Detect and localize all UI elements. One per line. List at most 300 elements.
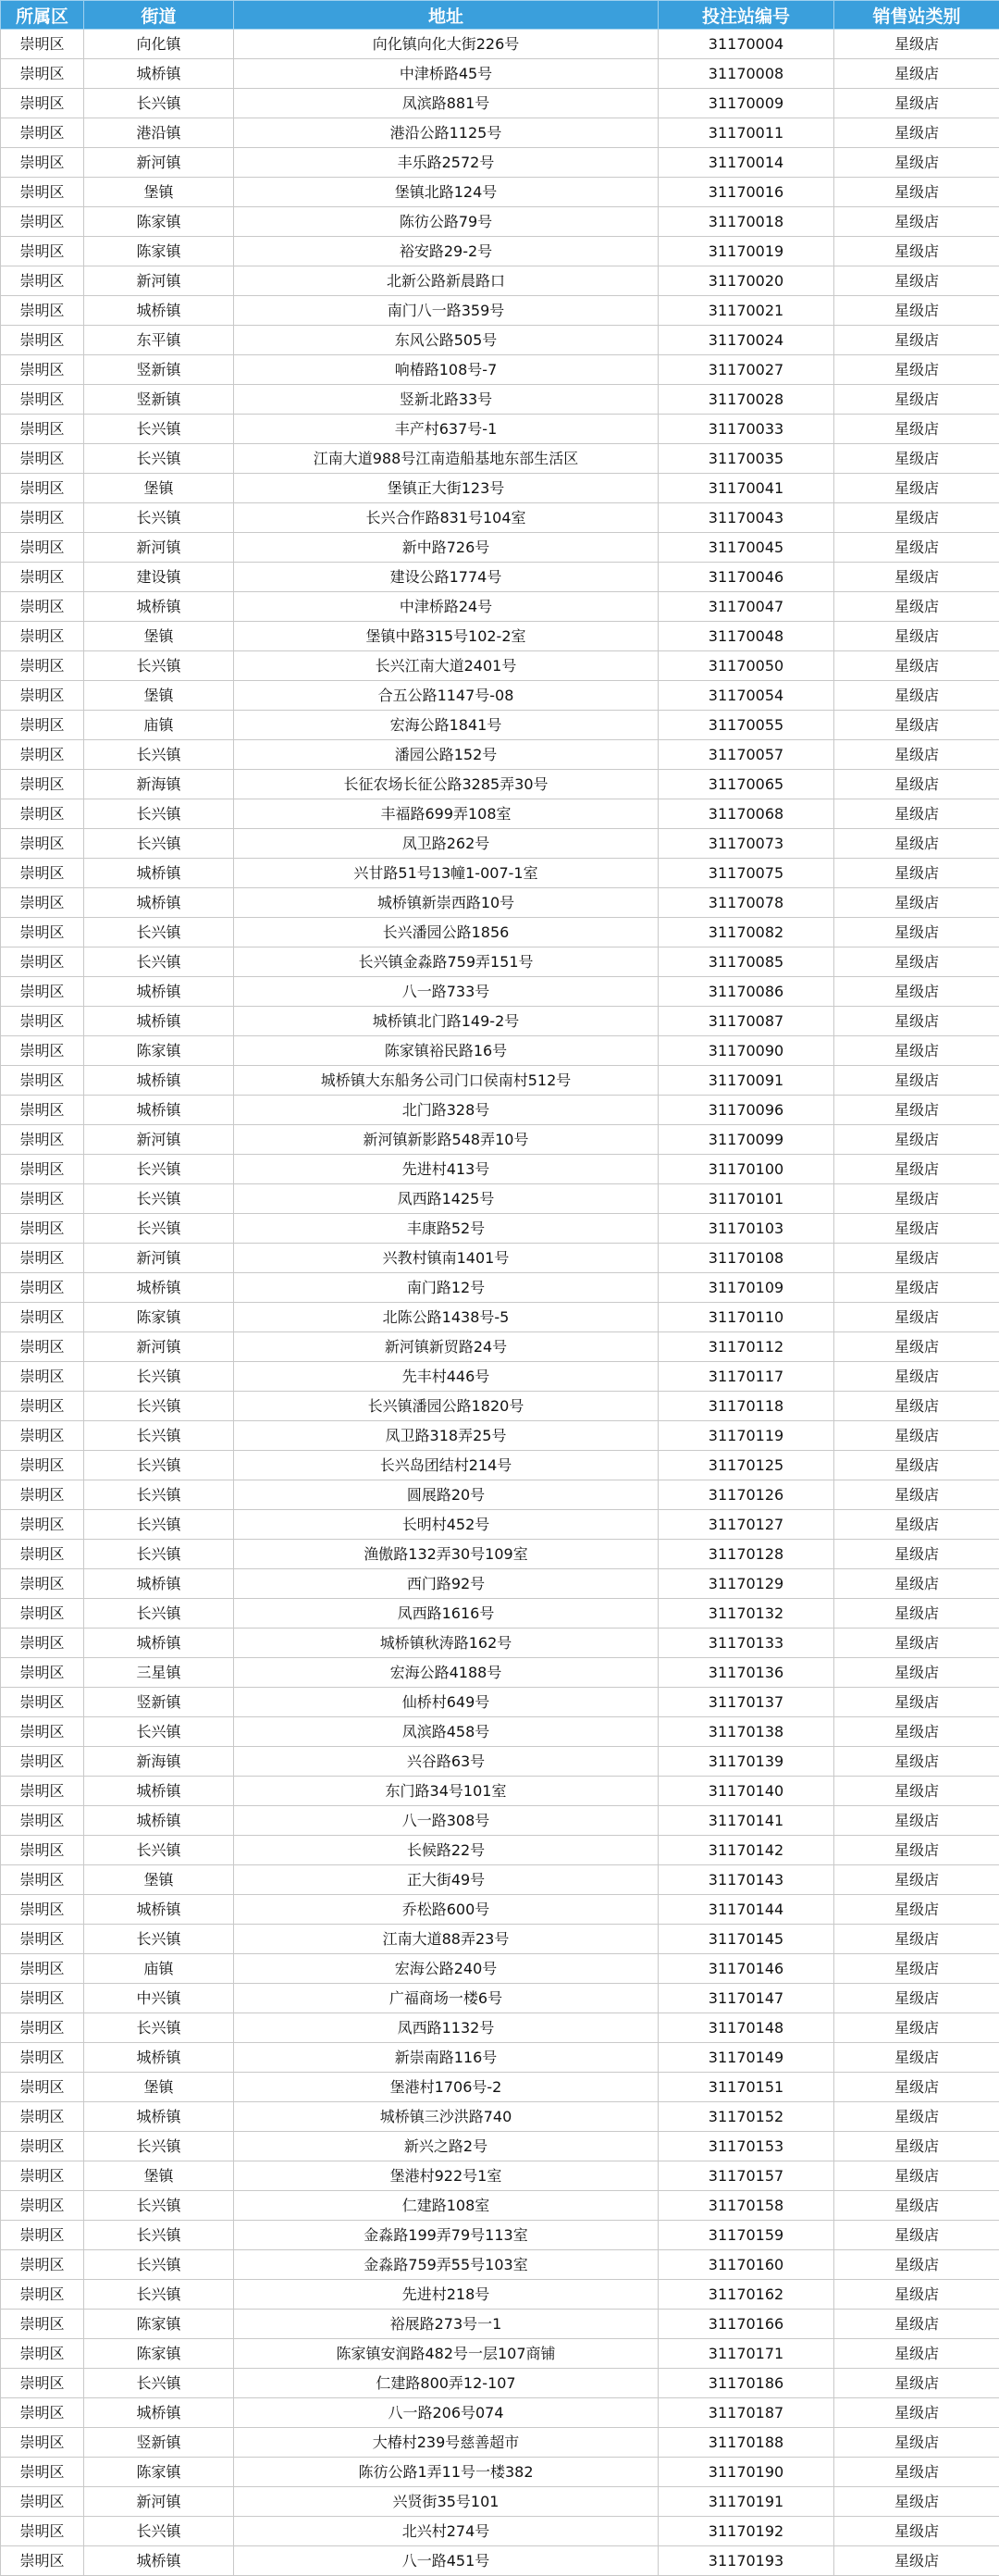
cell-district: 崇明区 [1, 533, 84, 563]
cell-station-type: 星级店 [834, 1688, 999, 1717]
cell-street: 竖新镇 [84, 1688, 234, 1717]
table-row [1, 1510, 999, 1540]
cell-station-type: 星级店 [834, 1273, 999, 1303]
cell-district: 崇明区 [1, 1362, 84, 1392]
cell-address: 大椿村239号慈善超市 [234, 2428, 659, 2458]
cell-district: 崇明区 [1, 415, 84, 444]
cell-district: 崇明区 [1, 2428, 84, 2458]
cell-street: 竖新镇 [84, 385, 234, 415]
cell-street: 长兴镇 [84, 1362, 234, 1392]
cell-street: 长兴镇 [84, 740, 234, 770]
cell-district: 崇明区 [1, 2043, 84, 2073]
cell-station-type: 星级店 [834, 1480, 999, 1510]
table-row [1, 1332, 999, 1362]
table-row [1, 355, 999, 385]
cell-station-type: 星级店 [834, 2132, 999, 2161]
cell-station-id: 31170054 [659, 681, 834, 711]
cell-address: 竖新北路33号 [234, 385, 659, 415]
cell-address: 城桥镇北门路149-2号 [234, 1007, 659, 1036]
cell-station-id: 31170153 [659, 2132, 834, 2161]
cell-station-type: 星级店 [834, 1066, 999, 1096]
cell-street: 长兴镇 [84, 918, 234, 947]
cell-district: 崇明区 [1, 2369, 84, 2398]
cell-station-id: 31170028 [659, 385, 834, 415]
cell-station-type: 星级店 [834, 2339, 999, 2369]
cell-address: 中津桥路24号 [234, 592, 659, 622]
cell-station-id: 31170160 [659, 2250, 834, 2280]
table-row [1, 1984, 999, 2013]
cell-station-type: 星级店 [834, 1332, 999, 1362]
table-row [1, 622, 999, 651]
table-row [1, 1303, 999, 1332]
table-row [1, 1421, 999, 1451]
cell-street: 堡镇 [84, 681, 234, 711]
cell-station-id: 31170148 [659, 2013, 834, 2043]
cell-address: 丰康路52号 [234, 1214, 659, 1244]
table-row [1, 2517, 999, 2546]
cell-address: 新河镇新贸路24号 [234, 1332, 659, 1362]
cell-district: 崇明区 [1, 1717, 84, 1747]
cell-district: 崇明区 [1, 1540, 84, 1569]
cell-district: 崇明区 [1, 1007, 84, 1036]
cell-street: 长兴镇 [84, 2221, 234, 2250]
cell-street: 中兴镇 [84, 1984, 234, 2013]
cell-street: 新海镇 [84, 1747, 234, 1777]
cell-district: 崇明区 [1, 2161, 84, 2191]
cell-station-type: 星级店 [834, 2161, 999, 2191]
cell-street: 城桥镇 [84, 2043, 234, 2073]
cell-district: 崇明区 [1, 1184, 84, 1214]
cell-station-id: 31170055 [659, 711, 834, 740]
cell-street: 长兴镇 [84, 1836, 234, 1865]
cell-station-type: 星级店 [834, 1244, 999, 1273]
cell-address: 仁建路800弄12-107 [234, 2369, 659, 2398]
cell-district: 崇明区 [1, 1332, 84, 1362]
table-row [1, 30, 999, 59]
cell-street: 城桥镇 [84, 1629, 234, 1658]
table-row [1, 2250, 999, 2280]
cell-address: 先进村413号 [234, 1155, 659, 1184]
cell-station-type: 星级店 [834, 1954, 999, 1984]
cell-district: 崇明区 [1, 178, 84, 207]
cell-station-type: 星级店 [834, 1125, 999, 1155]
table-row [1, 1096, 999, 1125]
cell-street: 陈家镇 [84, 1303, 234, 1332]
cell-station-type: 星级店 [834, 1599, 999, 1629]
cell-address: 渔傲路132弄30号109室 [234, 1540, 659, 1569]
cell-address: 城桥镇秋涛路162号 [234, 1629, 659, 1658]
cell-station-id: 31170119 [659, 1421, 834, 1451]
table-row [1, 859, 999, 888]
cell-station-id: 31170186 [659, 2369, 834, 2398]
cell-street: 庙镇 [84, 1954, 234, 1984]
cell-address: 堡港村1706号-2 [234, 2073, 659, 2102]
cell-address: 新中路726号 [234, 533, 659, 563]
cell-street: 堡镇 [84, 2161, 234, 2191]
cell-station-id: 31170100 [659, 1155, 834, 1184]
cell-street: 长兴镇 [84, 2369, 234, 2398]
cell-street: 长兴镇 [84, 1451, 234, 1480]
cell-district: 崇明区 [1, 2339, 84, 2369]
cell-station-id: 31170144 [659, 1895, 834, 1925]
table-row [1, 2428, 999, 2458]
cell-station-id: 31170096 [659, 1096, 834, 1125]
cell-address: 长兴潘园公路1856 [234, 918, 659, 947]
cell-street: 建设镇 [84, 563, 234, 592]
cell-station-id: 31170085 [659, 947, 834, 977]
cell-street: 长兴镇 [84, 2013, 234, 2043]
cell-address: 城桥镇大东船务公司门口侯南村512号 [234, 1066, 659, 1096]
cell-district: 崇明区 [1, 977, 84, 1007]
cell-street: 新河镇 [84, 2487, 234, 2517]
cell-station-id: 31170046 [659, 563, 834, 592]
cell-station-id: 31170016 [659, 178, 834, 207]
cell-street: 长兴镇 [84, 1510, 234, 1540]
cell-address: 兴教村镇南1401号 [234, 1244, 659, 1273]
table-row [1, 2280, 999, 2310]
table-row [1, 1777, 999, 1806]
cell-district: 崇明区 [1, 1599, 84, 1629]
cell-street: 城桥镇 [84, 2398, 234, 2428]
cell-station-id: 31170014 [659, 148, 834, 178]
cell-station-type: 星级店 [834, 1451, 999, 1480]
cell-station-type: 星级店 [834, 711, 999, 740]
cell-station-type: 星级店 [834, 355, 999, 385]
table-row [1, 1717, 999, 1747]
cell-station-id: 31170162 [659, 2280, 834, 2310]
cell-street: 城桥镇 [84, 1895, 234, 1925]
cell-address: 八一路733号 [234, 977, 659, 1007]
cell-address: 兴谷路63号 [234, 1747, 659, 1777]
table-row [1, 1036, 999, 1066]
cell-district: 崇明区 [1, 2546, 84, 2576]
cell-station-id: 31170041 [659, 474, 834, 503]
cell-address: 凤滨路881号 [234, 89, 659, 118]
table-row [1, 1155, 999, 1184]
cell-station-id: 31170091 [659, 1066, 834, 1096]
cell-street: 城桥镇 [84, 1806, 234, 1836]
cell-station-type: 星级店 [834, 2013, 999, 2043]
table-row [1, 651, 999, 681]
cell-station-type: 星级店 [834, 2458, 999, 2487]
table-row [1, 947, 999, 977]
cell-street: 城桥镇 [84, 1569, 234, 1599]
cell-street: 堡镇 [84, 2073, 234, 2102]
cell-station-type: 星级店 [834, 1184, 999, 1214]
cell-district: 崇明区 [1, 622, 84, 651]
cell-street: 长兴镇 [84, 1925, 234, 1954]
cell-station-id: 31170193 [659, 2546, 834, 2576]
cell-station-id: 31170078 [659, 888, 834, 918]
cell-station-type: 星级店 [834, 622, 999, 651]
cell-station-type: 星级店 [834, 2191, 999, 2221]
cell-street: 长兴镇 [84, 651, 234, 681]
cell-street: 长兴镇 [84, 1540, 234, 1569]
cell-station-type: 星级店 [834, 415, 999, 444]
cell-address: 裕安路29-2号 [234, 237, 659, 266]
cell-station-type: 星级店 [834, 385, 999, 415]
cell-street: 城桥镇 [84, 59, 234, 89]
cell-street: 城桥镇 [84, 2102, 234, 2132]
cell-station-id: 31170149 [659, 2043, 834, 2073]
table-row [1, 415, 999, 444]
cell-station-id: 31170137 [659, 1688, 834, 1717]
header-row [1, 1, 999, 30]
table-row [1, 918, 999, 947]
cell-street: 长兴镇 [84, 1717, 234, 1747]
cell-station-id: 31170035 [659, 444, 834, 474]
cell-address: 先丰村446号 [234, 1362, 659, 1392]
header-district: 所属区 [1, 1, 84, 30]
table-row [1, 1244, 999, 1273]
cell-street: 竖新镇 [84, 2428, 234, 2458]
table-row [1, 326, 999, 355]
cell-station-type: 星级店 [834, 1036, 999, 1066]
table-row [1, 1362, 999, 1392]
cell-district: 崇明区 [1, 385, 84, 415]
table-row [1, 1865, 999, 1895]
cell-station-type: 星级店 [834, 1629, 999, 1658]
cell-district: 崇明区 [1, 799, 84, 829]
cell-station-type: 星级店 [834, 2487, 999, 2517]
cell-street: 堡镇 [84, 474, 234, 503]
cell-street: 港沿镇 [84, 118, 234, 148]
cell-station-id: 31170166 [659, 2310, 834, 2339]
cell-station-type: 星级店 [834, 1895, 999, 1925]
cell-address: 陈彷公路1弄11号一楼382 [234, 2458, 659, 2487]
cell-street: 长兴镇 [84, 799, 234, 829]
cell-address: 新崇南路116号 [234, 2043, 659, 2073]
table-row [1, 1688, 999, 1717]
cell-address: 长明村452号 [234, 1510, 659, 1540]
cell-district: 崇明区 [1, 918, 84, 947]
cell-address: 八一路308号 [234, 1806, 659, 1836]
cell-district: 崇明区 [1, 1392, 84, 1421]
table-row [1, 503, 999, 533]
cell-station-type: 星级店 [834, 1806, 999, 1836]
cell-district: 崇明区 [1, 355, 84, 385]
cell-station-id: 31170145 [659, 1925, 834, 1954]
cell-address: 中津桥路45号 [234, 59, 659, 89]
table-row [1, 533, 999, 563]
table-row [1, 1184, 999, 1214]
cell-station-id: 31170033 [659, 415, 834, 444]
cell-station-type: 星级店 [834, 1836, 999, 1865]
header-station-type: 销售站类别 [834, 1, 999, 30]
table-row [1, 1451, 999, 1480]
cell-address: 长候路22号 [234, 1836, 659, 1865]
cell-station-type: 星级店 [834, 59, 999, 89]
cell-street: 城桥镇 [84, 859, 234, 888]
table-row [1, 385, 999, 415]
cell-district: 崇明区 [1, 1569, 84, 1599]
cell-street: 城桥镇 [84, 1273, 234, 1303]
cell-street: 长兴镇 [84, 2517, 234, 2546]
cell-station-type: 星级店 [834, 1510, 999, 1540]
table-row [1, 2043, 999, 2073]
cell-street: 陈家镇 [84, 207, 234, 237]
cell-district: 崇明区 [1, 1096, 84, 1125]
cell-station-id: 31170190 [659, 2458, 834, 2487]
cell-address: 凤西路1425号 [234, 1184, 659, 1214]
table-row [1, 89, 999, 118]
cell-station-type: 星级店 [834, 89, 999, 118]
cell-street: 城桥镇 [84, 1066, 234, 1096]
cell-station-id: 31170043 [659, 503, 834, 533]
cell-street: 长兴镇 [84, 947, 234, 977]
cell-address: 南门八一路359号 [234, 296, 659, 326]
table-row [1, 1392, 999, 1421]
cell-address: 江南大道988号江南造船基地东部生活区 [234, 444, 659, 474]
cell-station-id: 31170146 [659, 1954, 834, 1984]
cell-address: 宏海公路1841号 [234, 711, 659, 740]
cell-station-type: 星级店 [834, 2043, 999, 2073]
cell-address: 宏海公路4188号 [234, 1658, 659, 1688]
table-row [1, 592, 999, 622]
table-row [1, 59, 999, 89]
cell-station-id: 31170048 [659, 622, 834, 651]
header-street: 街道 [84, 1, 234, 30]
header-address: 地址 [234, 1, 659, 30]
table-row [1, 1895, 999, 1925]
cell-address: 向化镇向化大街226号 [234, 30, 659, 59]
cell-station-type: 星级店 [834, 296, 999, 326]
table-row [1, 2339, 999, 2369]
table-row [1, 237, 999, 266]
cell-station-id: 31170141 [659, 1806, 834, 1836]
cell-station-type: 星级店 [834, 266, 999, 296]
cell-address: 江南大道88弄23号 [234, 1925, 659, 1954]
table-row [1, 2487, 999, 2517]
cell-station-type: 星级店 [834, 503, 999, 533]
table-row [1, 474, 999, 503]
cell-street: 城桥镇 [84, 1096, 234, 1125]
cell-district: 崇明区 [1, 770, 84, 799]
cell-district: 崇明区 [1, 1066, 84, 1096]
table-row [1, 2132, 999, 2161]
cell-address: 丰产村637号-1 [234, 415, 659, 444]
cell-station-type: 星级店 [834, 2221, 999, 2250]
cell-station-id: 31170191 [659, 2487, 834, 2517]
cell-street: 长兴镇 [84, 444, 234, 474]
cell-station-type: 星级店 [834, 1925, 999, 1954]
cell-station-type: 星级店 [834, 1362, 999, 1392]
cell-street: 新海镇 [84, 770, 234, 799]
cell-street: 长兴镇 [84, 415, 234, 444]
cell-street: 堡镇 [84, 1865, 234, 1895]
cell-station-id: 31170045 [659, 533, 834, 563]
cell-district: 崇明区 [1, 148, 84, 178]
cell-station-type: 星级店 [834, 563, 999, 592]
cell-street: 长兴镇 [84, 1480, 234, 1510]
table-row [1, 563, 999, 592]
cell-district: 崇明区 [1, 30, 84, 59]
cell-district: 崇明区 [1, 118, 84, 148]
table-row [1, 1658, 999, 1688]
cell-address: 堡镇中路315号102-2室 [234, 622, 659, 651]
table-row [1, 178, 999, 207]
cell-station-type: 星级店 [834, 1303, 999, 1332]
table-row [1, 1599, 999, 1629]
cell-district: 崇明区 [1, 1747, 84, 1777]
cell-station-id: 31170152 [659, 2102, 834, 2132]
cell-station-id: 31170057 [659, 740, 834, 770]
cell-address: 长兴镇金淼路759弄151号 [234, 947, 659, 977]
table-row [1, 1569, 999, 1599]
cell-station-type: 星级店 [834, 1984, 999, 2013]
cell-station-id: 31170132 [659, 1599, 834, 1629]
cell-station-type: 星级店 [834, 2517, 999, 2546]
cell-address: 长兴岛团结村214号 [234, 1451, 659, 1480]
cell-station-type: 星级店 [834, 681, 999, 711]
table-row [1, 1747, 999, 1777]
cell-station-type: 星级店 [834, 533, 999, 563]
cell-district: 崇明区 [1, 888, 84, 918]
cell-station-type: 星级店 [834, 1747, 999, 1777]
cell-street: 陈家镇 [84, 2339, 234, 2369]
cell-address: 西门路92号 [234, 1569, 659, 1599]
cell-street: 新河镇 [84, 1244, 234, 1273]
cell-address: 仁建路108室 [234, 2191, 659, 2221]
cell-street: 新河镇 [84, 1125, 234, 1155]
cell-station-type: 星级店 [834, 2280, 999, 2310]
cell-station-type: 星级店 [834, 1096, 999, 1125]
cell-address: 裕展路273号一1 [234, 2310, 659, 2339]
cell-district: 崇明区 [1, 237, 84, 266]
cell-station-type: 星级店 [834, 799, 999, 829]
cell-address: 兴贤街35号101 [234, 2487, 659, 2517]
cell-address: 长兴合作路831号104室 [234, 503, 659, 533]
cell-district: 崇明区 [1, 1303, 84, 1332]
cell-station-id: 31170020 [659, 266, 834, 296]
cell-district: 崇明区 [1, 1865, 84, 1895]
cell-district: 崇明区 [1, 651, 84, 681]
cell-station-id: 31170147 [659, 1984, 834, 2013]
table-row [1, 207, 999, 237]
cell-address: 东门路34号101室 [234, 1777, 659, 1806]
table-row [1, 1066, 999, 1096]
cell-district: 崇明区 [1, 1510, 84, 1540]
cell-address: 北陈公路1438号-5 [234, 1303, 659, 1332]
cell-station-id: 31170075 [659, 859, 834, 888]
table-row [1, 1806, 999, 1836]
cell-station-id: 31170118 [659, 1392, 834, 1421]
table-row [1, 2102, 999, 2132]
cell-address: 凤滨路458号 [234, 1717, 659, 1747]
cell-station-type: 星级店 [834, 207, 999, 237]
cell-address: 先进村218号 [234, 2280, 659, 2310]
cell-station-id: 31170112 [659, 1332, 834, 1362]
cell-station-id: 31170133 [659, 1629, 834, 1658]
cell-address: 金淼路759弄55号103室 [234, 2250, 659, 2280]
table-row [1, 1925, 999, 1954]
cell-station-id: 31170087 [659, 1007, 834, 1036]
cell-street: 长兴镇 [84, 2280, 234, 2310]
cell-station-type: 星级店 [834, 888, 999, 918]
cell-district: 崇明区 [1, 1155, 84, 1184]
cell-address: 凤卫路262号 [234, 829, 659, 859]
cell-street: 长兴镇 [84, 1421, 234, 1451]
cell-station-type: 星级店 [834, 178, 999, 207]
cell-station-id: 31170192 [659, 2517, 834, 2546]
cell-station-id: 31170110 [659, 1303, 834, 1332]
cell-station-id: 31170109 [659, 1273, 834, 1303]
cell-address: 兴甘路51号13幢1-007-1室 [234, 859, 659, 888]
cell-district: 崇明区 [1, 1688, 84, 1717]
cell-street: 新河镇 [84, 148, 234, 178]
cell-address: 长兴江南大道2401号 [234, 651, 659, 681]
cell-street: 长兴镇 [84, 89, 234, 118]
